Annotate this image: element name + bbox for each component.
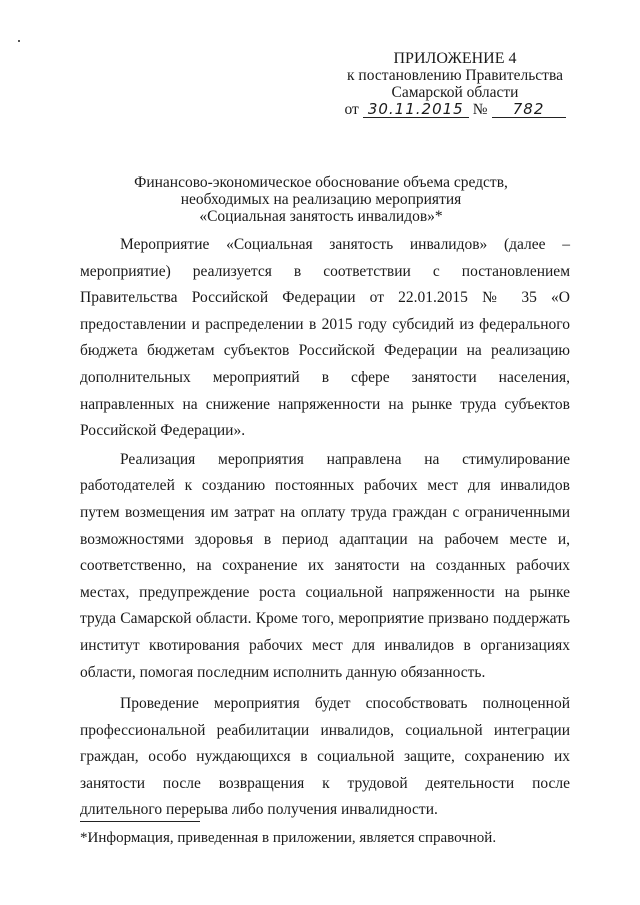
footnote-divider	[80, 821, 200, 822]
footnote: *Информация, приведенная в приложении, является справочной.	[80, 830, 497, 846]
appendix-header	[330, 50, 580, 118]
title-line-2: необходимых на реализацию мероприятия	[180, 191, 462, 208]
handwritten-date: 30.11.2015	[363, 101, 469, 118]
paragraph-1: Мероприятие «Социальная занятость инвалидов» (далее – мероприятие) реализуется в соответствии с постановлением Правительства Российской Федерации от 22.01.2015 № 35 «О предоставлении и распределении в 2015 году субсидий из федерального бюджета бюджетам субъектов Российской Федерации на реализацию дополнительных мероприятий в сфере занятости населения, направленных на снижение напряженности на рынке труда субъектов Российской Федерации».	[80, 236, 570, 440]
appendix-line-region: Самарской области	[391, 84, 519, 101]
document-body	[80, 232, 570, 825]
decree-date-number-line	[330, 101, 580, 118]
appendix-line-decree: к постановлению Правительства	[347, 67, 563, 84]
document-title	[118, 174, 524, 225]
number-label: №	[472, 101, 488, 118]
title-line-3: «Социальная занятость инвалидов»*	[199, 208, 443, 225]
scan-speck	[18, 40, 20, 42]
title-line-1: Финансово-экономическое обоснование объема средств,	[134, 174, 508, 191]
paragraph-2: Реализация мероприятия направлена на стимулирование работодателей к созданию постоянных рабочих мест для инвалидов путем возмещения им затрат на оплату труда граждан с ограниченными возможностями здоровья в период адаптации на рабочем месте и, соответственно, на сохранение их занятости на созданных рабочих местах, предупреждение роста социальной напряженности на рынке труда Самарской области. Кроме того, мероприятие призвано поддержать институт квотирования рабочих мест для инвалидов в организациях области, помогая последним исполнить данную обязанность.	[80, 450, 570, 681]
paragraph-3: Проведение мероприятия будет способствовать полноценной профессиональной реабилитации инвалидов, социальной интеграции граждан, особо нуждающихся в социальной защите, сохранению их занятости после возвращения к трудовой деятельности после длительного перерыва либо получения инвалидности.	[80, 695, 570, 819]
from-label: от	[344, 101, 359, 118]
handwritten-number: 782	[492, 101, 566, 118]
appendix-title: ПРИЛОЖЕНИЕ 4	[393, 50, 517, 67]
